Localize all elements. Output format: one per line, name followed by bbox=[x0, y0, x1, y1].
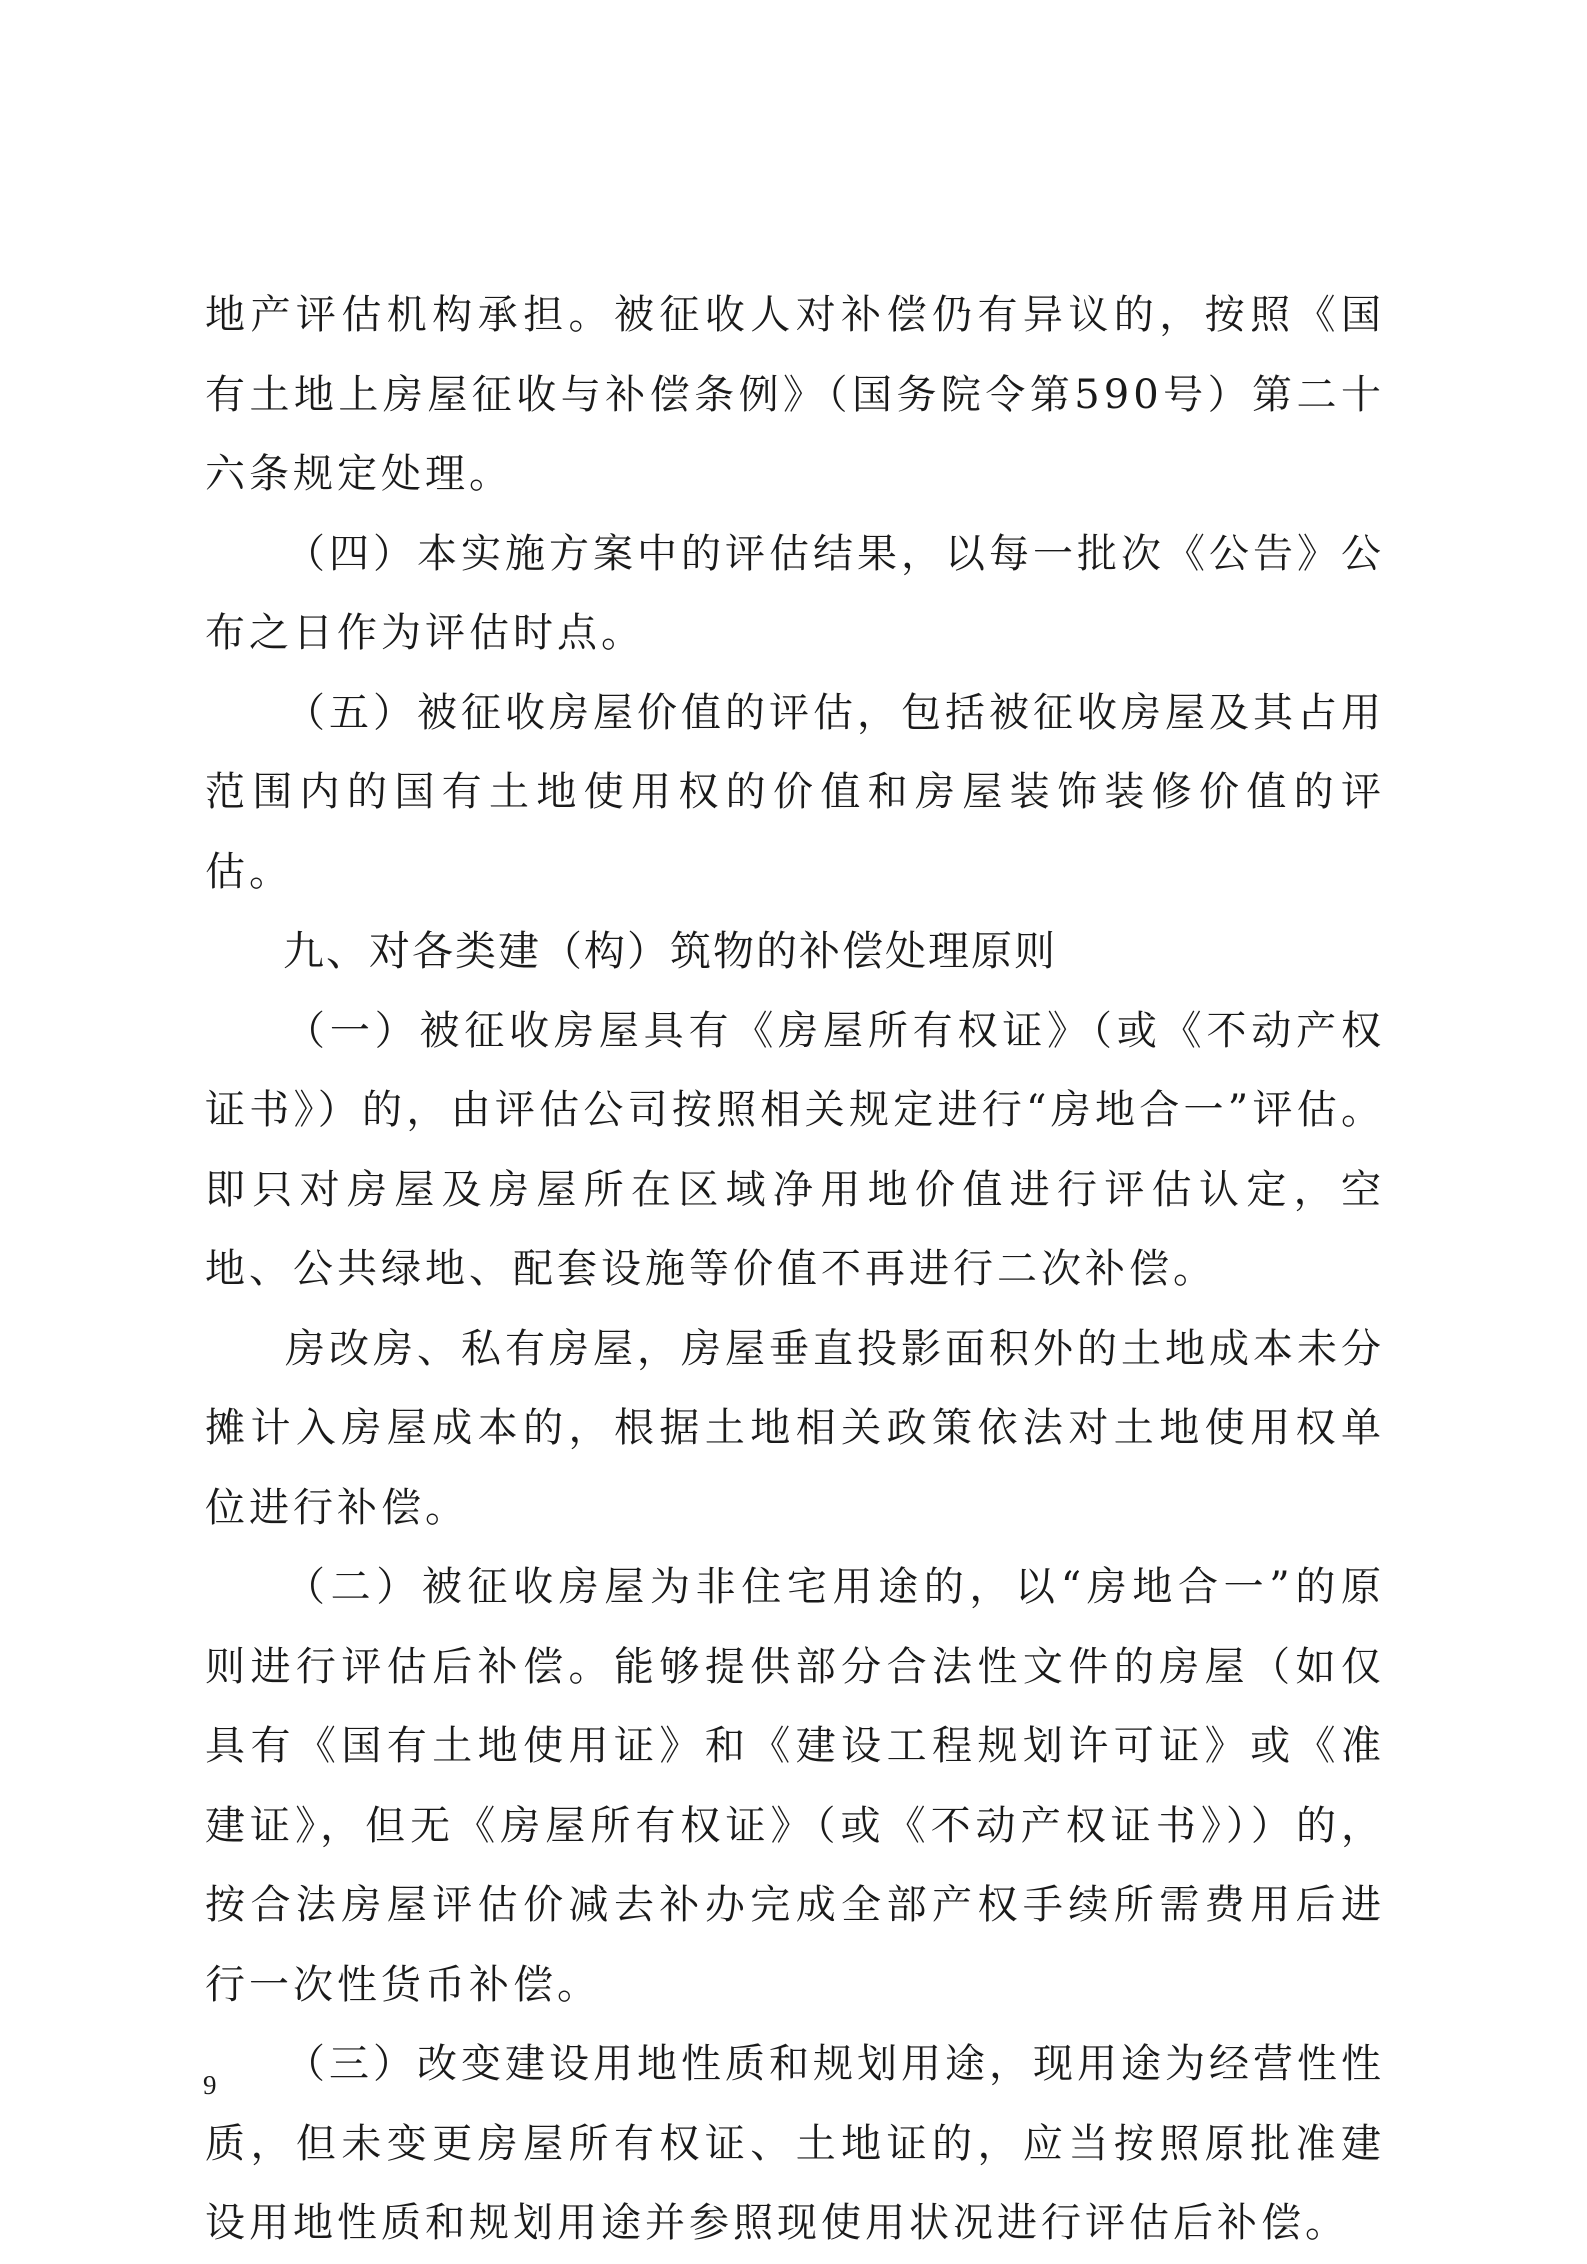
paragraph-item-2: （二）被征收房屋为非住宅用途的，以“房地合一”的原则进行评估后补偿。能够提供部分合法性文件的房屋（如仅具有《国有土地使用证》和《建设工程规划许可证》或《准建证》，但无《房屋所有权证》（或《不动产权证书》））的，按合法房屋评估价减去补办完成全部产权手续所需费用后进行一次性货币补偿。 bbox=[205, 1564, 1385, 2008]
paragraph-item-4: （四）本实施方案中的评估结果，以每一批次《公告》公布之日作为评估时点。 bbox=[205, 530, 1385, 656]
paragraph-housing-reform: 房改房、私有房屋，房屋垂直投影面积外的土地成本未分摊计入房屋成本的，根据土地相关政策依法对土地使用权单位进行补偿。 bbox=[205, 1325, 1385, 1531]
paragraph-item-5: （五）被征收房屋价值的评估，包括被征收房屋及其占用范围内的国有土地使用权的价值和房屋装饰装修价值的评估。 bbox=[205, 689, 1385, 895]
paragraph-continuation: 地产评估机构承担。被征收人对补偿仍有异议的，按照《国有土地上房屋征收与补偿条例》（国务院令第590号）第二十六条规定处理。 bbox=[205, 292, 1385, 497]
document-body bbox=[205, 276, 1385, 2264]
paragraph-item-3: （三）改变建设用地性质和规划用途，现用途为经营性性质，但未变更房屋所有权证、土地证的，应当按照原批准建设用地性质和规划用途并参照现使用状况进行评估后补偿。 bbox=[205, 2041, 1385, 2246]
section-heading: 九、对各类建（构）筑物的补偿处理原则 bbox=[283, 927, 1057, 975]
page-number: 9 bbox=[203, 2070, 217, 2100]
paragraph-item-1: （一）被征收房屋具有《房屋所有权证》（或《不动产权证书》）的，由评估公司按照相关规定进行“房地合一”评估。即只对房屋及房屋所在区域净用地价值进行评估认定，空地、公共绿地、配套设施等价值不再进行二次补偿。 bbox=[205, 1007, 1385, 1292]
